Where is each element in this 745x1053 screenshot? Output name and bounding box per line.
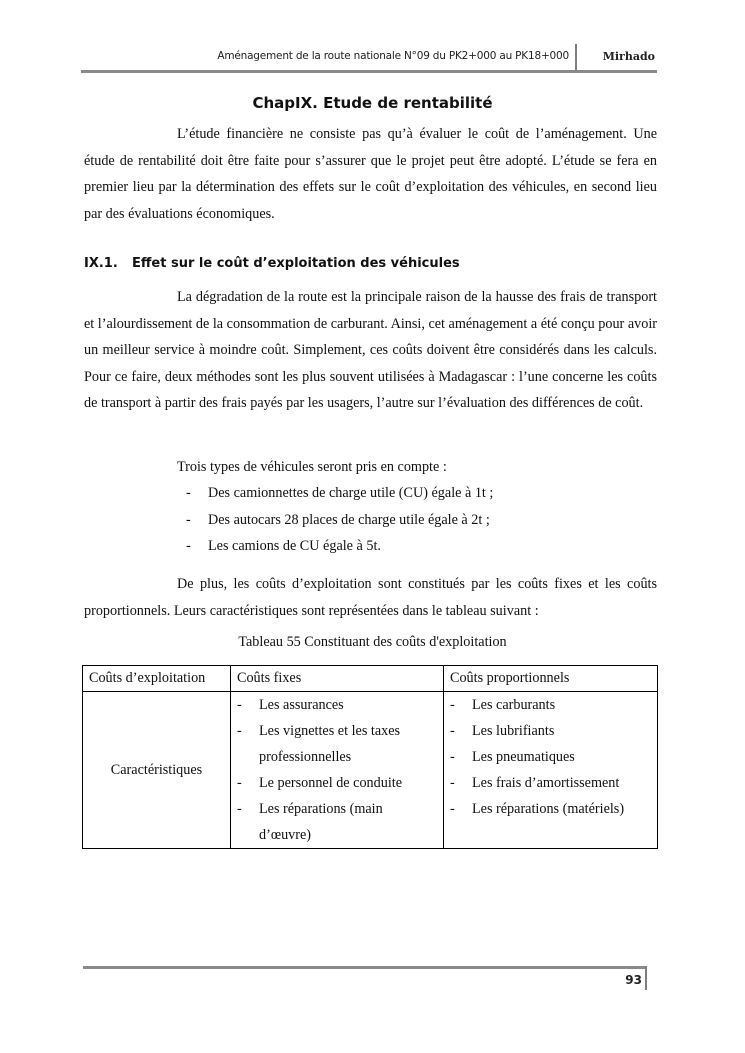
list-item-text: Le personnel de conduite [259, 775, 403, 791]
list-item [450, 718, 651, 744]
footer-separator [645, 966, 647, 990]
list-item [450, 692, 651, 718]
list-item [237, 718, 437, 770]
list-dash: - [237, 723, 242, 739]
list-dash: - [186, 485, 191, 501]
running-title: Aménagement de la route nationale N°09 du PK2+000 au PK18+000 [217, 50, 569, 62]
list-item-text: Les assurances [259, 697, 344, 713]
row-label-characteristics: Caractéristiques [83, 692, 231, 849]
list-dash: - [450, 723, 455, 739]
footer-rule [83, 966, 645, 969]
section-heading [84, 256, 460, 271]
list-item-text: Les frais d’amortissement [472, 775, 620, 791]
list-item [237, 796, 437, 848]
header-rule [81, 70, 657, 73]
table-caption: Tableau 55 Constituant des coûts d'exploitation [238, 634, 507, 650]
list-item [237, 770, 437, 796]
list-item-text: Les réparations (matériels) [472, 801, 625, 817]
list-item-text: Les camions de CU égale à 5t. [208, 538, 381, 554]
header-cell-operating-costs: Coûts d’exploitation [83, 666, 231, 692]
table-row [83, 692, 658, 849]
page-header [81, 42, 657, 72]
list-item-text: Des camionnettes de charge utile (CU) égale à 1t ; [208, 485, 494, 501]
list-item [450, 796, 651, 822]
list-item [184, 533, 493, 560]
proportional-costs-list [450, 692, 651, 822]
page-number: 93 [625, 973, 642, 987]
fixed-costs-cell [231, 692, 444, 849]
header-author: Mirhado [602, 50, 655, 63]
header-separator [575, 44, 577, 70]
list-item-text: Des autocars 28 places de charge utile égale à 2t ; [208, 511, 490, 528]
section-number: IX.1. [84, 256, 118, 271]
proportional-costs-cell [444, 692, 658, 849]
list-dash: - [450, 749, 455, 765]
list-item-text: Les carburants [472, 697, 556, 713]
list-dash: - [237, 775, 242, 791]
list-item [450, 770, 651, 796]
list-dash: - [450, 801, 455, 817]
list-dash: - [186, 538, 191, 554]
list-dash: - [450, 775, 455, 791]
section-title: Effet sur le coût d’exploitation des véhicules [132, 256, 460, 271]
degradation-paragraph: La dégradation de la route est la principale raison de la hausse des frais de transport et l’alourdissement de la consommation de carburant. Ainsi, cet aménagement a été conçu pour avoir un meilleur service à moindre coût. Simplement, ces coûts doivent être considérés dans les calculs. Pour ce faire, deux méthodes sont les plus souvent utilisées à Madagascar : l’une concerne les coûts de transport à partir des frais payés par les usagers, l’autre sur l’évaluation des différences de coût. [84, 289, 657, 411]
vehicle-types-intro: Trois types de véhicules seront pris en compte : [177, 459, 447, 475]
table-header-row [83, 666, 658, 692]
list-item-text: Les pneumatiques [472, 749, 575, 765]
list-item [450, 744, 651, 770]
list-dash: - [237, 697, 242, 713]
list-item [184, 480, 493, 507]
header-cell-fixed-costs: Coûts fixes [231, 666, 444, 692]
list-item [184, 507, 493, 534]
vehicle-types-list [184, 480, 493, 560]
list-item [237, 692, 437, 718]
list-dash: - [450, 697, 455, 713]
costs-table [82, 665, 658, 849]
list-dash: - [186, 511, 191, 528]
header-cell-proportional-costs: Coûts proportionnels [444, 666, 658, 692]
list-item-text: Les vignettes et les taxes professionnelles [259, 723, 401, 765]
list-item-text: Les lubrifiants [472, 723, 555, 739]
list-dash: - [237, 801, 242, 817]
fixed-costs-list [237, 692, 437, 848]
costs-intro-paragraph: De plus, les coûts d’exploitation sont constitués par les coûts fixes et les coûts proportionnels. Leurs caractéristiques sont représentées dans le tableau suivant : [84, 576, 657, 619]
intro-paragraph: L’étude financière ne consiste pas qu’à évaluer le coût de l’aménagement. Une étude de rentabilité doit être faite pour s’assurer que le projet peut être adopté. L’étude se fera en premier lieu par la détermination des effets sur le coût d’exploitation des véhicules, en second lieu par des évaluations économiques. [84, 126, 657, 222]
list-item-text: Les réparations (main d’œuvre) [259, 801, 383, 843]
chapter-title: ChapIX. Etude de rentabilité [252, 94, 493, 112]
